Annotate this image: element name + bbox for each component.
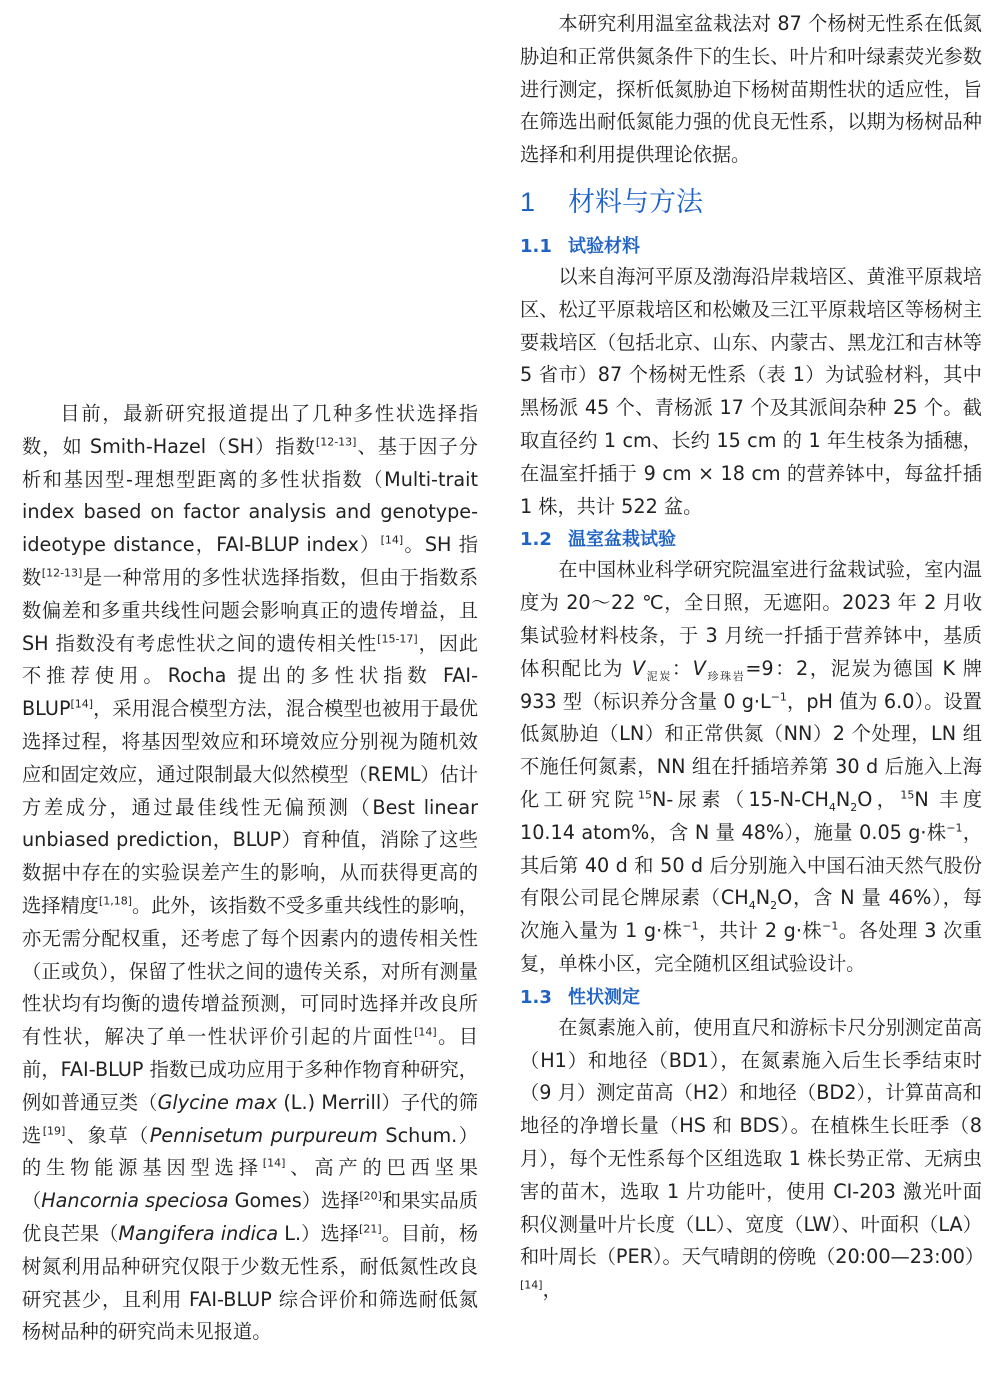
citation: [19] [42,1124,66,1138]
intro-paragraph: 本研究利用温室盆栽法对 87 个杨树无性系在低氮胁迫和正常供氮条件下的生长、叶片和叶绿素荧光参数进行测定，探析低氮胁迫下杨树苗期性状的适应性，旨在筛选出耐低氮能力强的优良无性系，以期为杨树品种选择和利用提供理论依据。 [520,12,982,167]
citation: [14] [262,1156,286,1170]
subsection-heading-1-1: 1.1 试验材料 [520,235,640,257]
body-paragraph: 在氮素施入前，使用直尺和游标卡尺分别测定苗高（H1）和地径（BD1），在氮素施入后生长季结束时（9 月）测定苗高（H2）和地径（BD2），计算苗高和地径的净增长量（HS 和 BDS）。在植株生长旺季（8 月），每个无性系每个区组选取 1 株长势正常、无病虫害的苗木，选取 1 片功能叶，使用 CI-203 激光叶面积仪测量叶片长度（LL）、宽度（LW）、叶面积（LA）和叶周长（PER）。天气晴朗的傍晚（20:00—23:00）[14]， [520,1015,985,1302]
citation: [15-17] [377,632,418,646]
citation: [14] [380,533,404,547]
left-column [22,398,478,1349]
citation: [1,18] [98,894,132,908]
citation: [20] [359,1189,382,1203]
citation: [12-13] [315,435,357,449]
subsection-heading-1-2: 1.2 温室盆栽试验 [520,529,676,551]
body-paragraph: 以来自海河平原及渤海沿岸栽培区、黄淮平原栽培区、松辽平原栽培区和松嫩及三江平原栽培区等杨树主要栽培区（包括北京、山东、内蒙古、黑龙江和吉林等 5 省市）87 个杨树无性系（表 1）为试验材料，其中黑杨派 45 个、青杨派 17 个及其派间杂种 25 个。截取直径约 1 cm、长约 15 cm 的 1 年生枝条为插穗，在温室扦插于 9 cm × 18 cm 的营养钵中，每盆扦插 1 株，共计 522 盆。 [520,264,982,518]
body-paragraph: 在中国林业科学研究院温室进行盆栽试验，室内温度为 20～22 ℃，全日照，无遮阳。2023 年 2 月收集试验材料枝条，于 3 月统一扦插于营养钵中，基质体积配比为 $V_{泥炭}$：$V_{珍珠岩}=9$：2，泥炭为德国 K 牌 933 型（标识养分含量 0 $g\cdot L^{-1}$，pH 值为 6.0）。设置低氮胁迫（LN）和正常供氮（NN）2 个处理，LN 组不施任何氮素，NN 组在扦插培养第 30 d 后施入上海化工研究院$^{15}$N-尿素（$15-N-CH_4N_2O$，$^{15}$N 丰度 10.14 atom%，含 N 量 48%），施量 0.05 g·株$^{-1}$，其后第 40 d 和 50 d 后分别施入中国石油天然气股份有限公司昆仑牌尿素（$CH_4N_2O$，含 N 量 46%），每次施入量为 1 g·株$^{-1}$，共计 2 g·株$^{-1}$。各处理 3 次重复，单株小区，完全随机区组试验设计。 [520,558,983,975]
citation: [14] [520,1278,543,1292]
section-heading: 1 材料与方法 [520,186,703,218]
citation: [12-13] [41,566,83,580]
species-name: Mangifera indica [118,1221,279,1245]
species-name: Hancornia speciosa [41,1189,229,1213]
subsection-heading-1-3: 1.3 性状测定 [520,986,640,1008]
species-name: Glycine max [157,1090,278,1114]
right-column [520,8,985,1307]
body-paragraph: 目前，最新研究报道提出了几种多性状选择指数，如 Smith-Hazel（SH）指数[12-13]、基于因子分析和基因型-理想型距离的多性状指数（Multi-trait index based on factor analysis and genotype-ideotype distance，FAI-BLUP index）[14]。SH 指数[12-13]是一种常用的多性状选择指数，但由于指数系数偏差和多重共线性问题会影响真正的遗传增益，且 SH 指数没有考虑性状之间的遗传相关性[15-17]，因此不推荐使用。Rocha 提出的多性状指数 FAI-BLUP[14]，采用混合模型方法，混合模型也被用于最优选择过程，将基因型效应和环境效应分别视为随机效应和固定效应，通过限制最大似然模型（REML）估计方差成分，通过最佳线性无偏预测（Best linear unbiased prediction，BLUP）育种值，消除了这些数据中存在的实验误差产生的影响，从而获得更高的选择精度[1,18]。此外，该指数不受多重共线性的影响，亦无需分配权重，还考虑了每个因素内的遗传相关性（正或负），保留了性状之间的遗传关系，对所有测量性状均有均衡的遗传增益预测，可同时选择并改良所有性状，解决了单一性状评价引起的片面性[14]。目前，FAI-BLUP 指数已成功应用于多种作物育种研究，例如普通豆类（Glycine max (L.) Merrill）子代的筛选[19]、象草（Pennisetum purpureum Schum.）的生物能源基因型选择[14]、高产的巴西坚果（Hancornia speciosa Gomes）选择[20]和果实品质优良芒果（Mangifera indica L.）选择[21]。目前，杨树氮利用品种研究仅限于少数无性系，耐低氮性改良研究甚少，且利用 FAI-BLUP 综合评价和筛选耐低氮杨树品种的研究尚未见报道。 [22,402,479,1344]
citation: [21] [359,1222,382,1236]
species-name: Pennisetum purpureum [149,1123,378,1147]
citation: [14] [414,1025,437,1039]
citation: [14] [70,697,94,711]
